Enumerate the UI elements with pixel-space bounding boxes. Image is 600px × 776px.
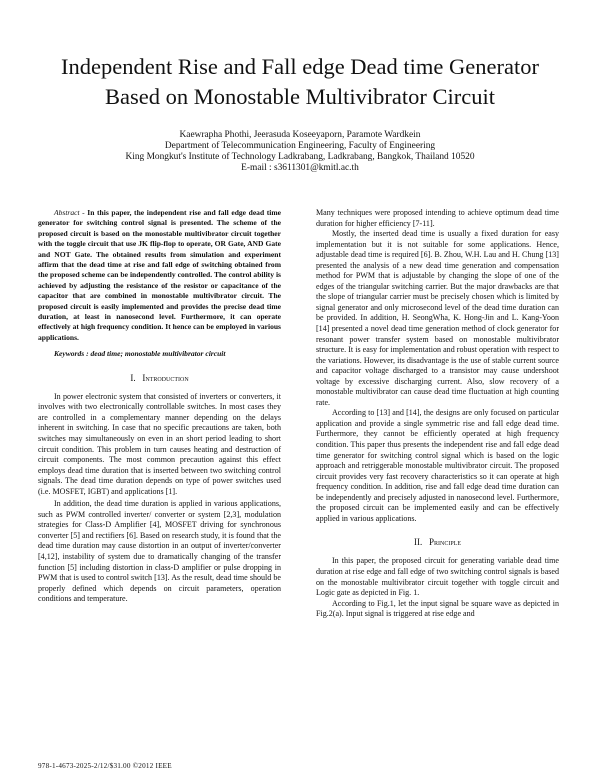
- title-line-2: Based on Monostable Multivibrator Circuit: [105, 84, 495, 109]
- keywords: Keywords : dead time; monostable multivibrator circuit: [54, 349, 226, 359]
- body-paragraph-1: Many techniques were proposed intending to achieve optimum dead time duration for higher efficiency [7-11].: [316, 208, 559, 228]
- author-email: E-mail : s3611301@kmitl.ac.th: [241, 163, 359, 173]
- abstract: [38, 208, 281, 343]
- right-column: [316, 208, 559, 620]
- section-number: I.: [130, 372, 136, 383]
- abstract-lead: Abstract -: [54, 208, 85, 217]
- copyright-footer: 978-1-4673-2025-2/12/$31.00 ©2012 IEEE: [38, 762, 172, 770]
- author-names: Kaewrapha Phothi, Jeerasuda Koseeyaporn, Paramote Wardkein: [179, 130, 421, 140]
- body-paragraph-2: Mostly, the inserted dead time is usually a fixed duration for easy implementation but it is not suitable for some applications. Hence, adjustable dead time is required [6]. B. Zhou, W.H. Lau and H. Chung [13] presented the analysis of a new dead time generation and compensation method for PWM that is adjustable by changing the slope of one of the edges of the triangular switching carrier. But the major drawbacks are that the slope of triangular carrier must be precisely chosen which is limited by signal generator and only microsecond level of the dead time duration can be provided. In addition, H. SeongWha, K. Hong-Jin and L. Kang-Yoon [14] presented a novel dead time generation method of clock generator for resonant power transfer system based on monostable multivibrator structure. It is easy for implementation and robust operation with respect to the variations. However, its disadvantage is the use of stable current source and capacitor voltage discharged to a transistor may cause undershoot voltage by excessive discharging current. Also, slow recovery of a monostable multivibrator can cause dead time fluctuation at high counting rate.: [316, 229, 559, 407]
- section-title: Introduction: [142, 372, 189, 383]
- abstract-text: In this paper, the independent rise and fall edge dead time generator for switching control signal is presented. The scheme of the proposed circuit is based on the monostable multivibrator circuit together with the toggle circuit that use JK flip-flop to operate, OR Gate, AND Gate and NOT Gate. The obtained results from simulation and experiment affirm that the dead time at rise and fall edge of switching obtained from the proposed scheme can be independently controlled. The control ability is achieved by adjusting the resistance of the resistor or capacitance of the capacitor that are combined in monostable multivibrator circuit. The proposed circuit is easily implemented and provides the precise dead time duration, at least in nanosecond level. Furthermore, it can operate effectively at high frequency condition. It hence can be employed in various applications.: [38, 208, 281, 342]
- author-block: [40, 130, 560, 174]
- section-heading-principle: [316, 537, 559, 548]
- principle-paragraph-1: In this paper, the proposed circuit for generating variable dead time duration at rise edge and fall edge of two switching control signals is based on the monostable multivibrator circuit together with toggle circuit and Logic gate as depicted in Fig. 1.: [316, 556, 559, 598]
- left-column: [38, 208, 281, 605]
- principle-paragraph-2: According to Fig.1, let the input signal be square wave as depicted in Fig.2(a). Input signal is triggered at rise edge and: [316, 598, 559, 619]
- paper-title: [20, 52, 580, 112]
- intro-paragraph-1: In power electronic system that consisted of inverters or converters, it involves with two electronically controllable switches. In most cases they are controlled in a complementary manner depending on the delays inherent in switching. In case that no specific precautions are taken, both switches may simultaneously on even in an short period leading to short circuit condition. This problem in turn causes heating and destruction of circuit components. The most common precaution against this effect employs dead time duration that is inserted between two switching control signals. The dead time duration depends on type of power switches used (i.e. MOSFET, IGBT) and applications [1].: [38, 391, 281, 496]
- section-title: Principle: [428, 537, 461, 548]
- intro-paragraph-2: In addition, the dead time duration is applied in various applications, such as PWM controlled inverter/ converter or system [2,3], modulation strategies for Class-D Amplifier [4], MOSFET driving for synchronous converter [5] and rectifiers [6]. Based on research study, it is found that the dead time duration may cause distortion in an output of inverter/converter [4,12], instability of system due to dramatically changing of the transfer function [5] including distortion in class-D amplifier or pulse dropping in PWM that is used to control switch [13]. As the result, dead time should be properly defined which depends on circuit parameters, operation conditions and temperature.: [38, 499, 281, 604]
- section-number: II.: [413, 537, 423, 548]
- body-paragraph-3: According to [13] and [14], the designs are only focused on particular application and provide a single symmetric rise and fall edge dead time. Furthermore, they cannot be efficiently operated at high frequency condition. This paper thus presents the independent rise and fall edge dead time generator for switching control signal which is based on the logic approach and retriggerable monostable multivibrator circuit. The proposed circuit provides very fast recovery characteristics so it can operate at high frequency condition. In addition, rise and fall edge dead time duration can be independently and precisely adjusted in nanosecond level. Furthermore, the proposed circuit can be implemented easily and can be effectively applied in various applications.: [316, 408, 559, 523]
- title-line-1: Independent Rise and Fall edge Dead time Generator: [61, 54, 539, 79]
- author-institution: King Mongkut's Institute of Technology Ladkrabang, Ladkrabang, Bangkok, Thailand 10520: [125, 152, 475, 162]
- section-heading-introduction: [38, 373, 281, 384]
- author-department: Department of Telecommunication Engineering, Faculty of Engineering: [164, 141, 436, 151]
